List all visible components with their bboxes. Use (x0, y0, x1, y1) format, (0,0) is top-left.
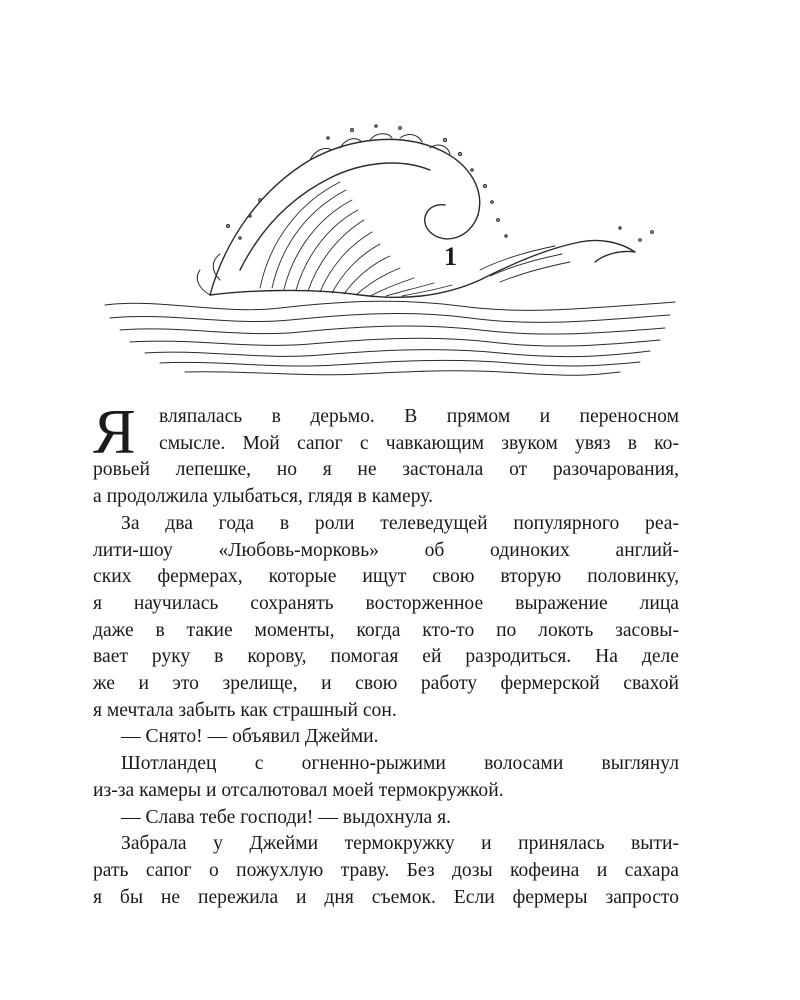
text-line: Шотландец с огненно-рыжими волосами выглянул (121, 753, 679, 775)
ocean-wave-illustration (100, 120, 680, 385)
text-line: — Снято! — объявил Джейми. (121, 726, 379, 748)
text-line: даже в такие моменты, когда кто-то по локоть засовы- (93, 619, 679, 641)
text-line: же и это зрелище, и свою работу фермерской свахой (93, 673, 679, 695)
text-line: ских фермерах, которые ищут свою вторую половинку, (93, 566, 679, 588)
chapter-number: 1 (444, 242, 457, 271)
text-line: За два года в роли телеведущей популярного реа- (121, 512, 679, 534)
text-line: рать сапог о пожухлую траву. Без дозы кофеина и сахара (93, 859, 679, 881)
drop-cap: Я (93, 396, 136, 467)
text-line: а продолжила улыбаться, глядя в камеру. (93, 486, 433, 508)
text-line: лити-шоу «Любовь-морковь» об одиноких англий- (93, 539, 679, 561)
text-line: вляпалась в дерьмо. В прямом и переносном (159, 406, 679, 427)
text-line: ровьей лепешке, но я не застонала от разочарования, (93, 459, 679, 481)
text-line: — Слава тебе господи! — выдохнула я. (121, 806, 452, 828)
text-line: я мечтала забыть как страшный сон. (93, 699, 397, 721)
text-line: я научилась сохранять восторженное выражение лица (93, 592, 679, 614)
text-line: из-за камеры и отсалютовал моей термокружкой. (93, 779, 504, 801)
text-line: вает руку в корову, помогая ей разродиться. На деле (93, 646, 679, 668)
text-line: я бы не пережила и дня съемок. Если фермеры запросто (93, 886, 679, 908)
text-line: смысле. Мой сапог с чавкающим звуком увяз в ко- (159, 432, 679, 454)
chapter-text (93, 396, 679, 911)
text-line: Забрала у Джейми термокружку и принялась выти- (121, 833, 679, 855)
